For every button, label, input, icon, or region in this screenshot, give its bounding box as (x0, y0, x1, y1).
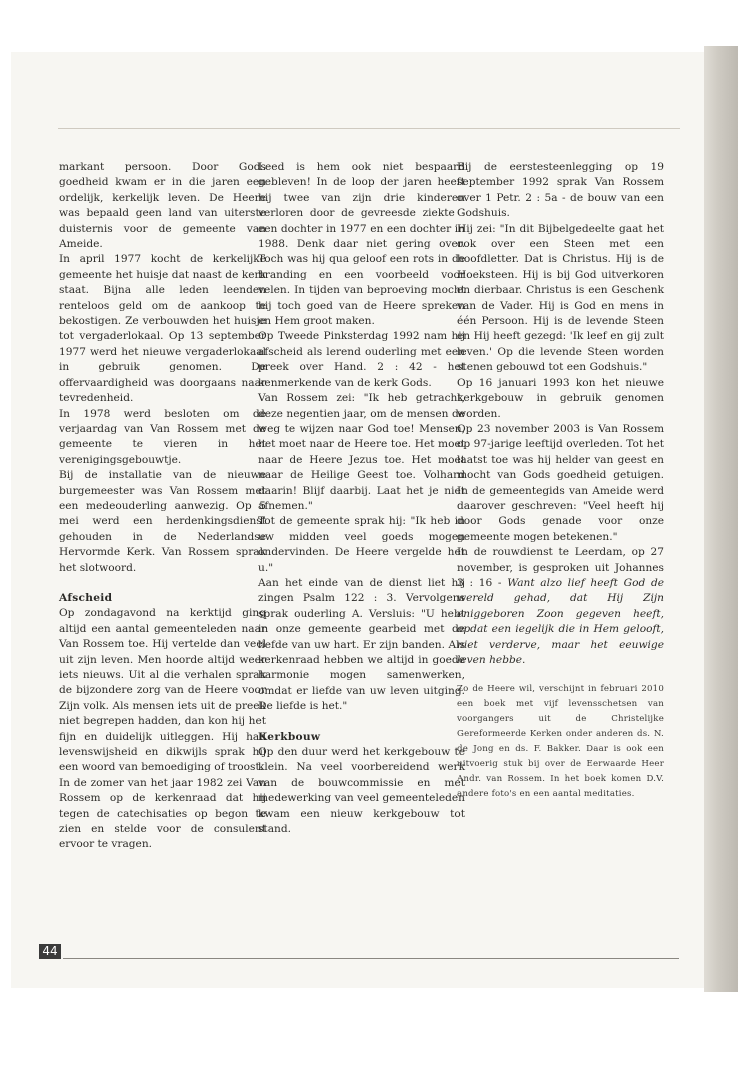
paragraph: In april 1977 kocht de kerkelijke gemeente het huisje dat naast de kerk staat. Bijna alle leden leenden renteloos geld om de aankoop te bekostigen. Ze verbouwden het huisje tot vergaderlokaal. Op 13 september 1977 werd het nieuwe vergaderlokaal in gebruik genomen. De offervaardigheid was doorgaans naar tevredenheid. (59, 253, 266, 405)
paragraph: In 1978 werd besloten om de verjaardag van Van Rossem met de gemeente te vieren in het verenigingsgebouwtje. (59, 407, 266, 466)
paragraph: Hij zei: "In dit Bijbelgedeelte gaat het ook over een Steen met een hoofdletter. Dat is Christus. Hij is de Hoeksteen. Hij is bij God uitverkoren en dierbaar. Christus is een Geschenk van de Vader. Hij is God en mens in één Persoon. Hij is de levende Steen en Hij heeft gezegd: 'Ik leef en gij zult leven.' Op die levende Steen worden stenen gebouwd tot een Godshuis." (457, 222, 664, 374)
paragraph: Op den duur werd het kerkgebouw te klein. Na veel voorbereidend werk van de bouwcommissie en met medewerking van veel gemeenteleden kwam een nieuw kerkgebouw tot stand. (258, 746, 465, 836)
page-number: 44 (39, 944, 61, 959)
paragraph-lead: In de rouwdienst te Leerdam, op 27 november, is gesproken uit Johannes 3 : 16 - (457, 546, 664, 589)
text-column-3 (457, 160, 664, 802)
paragraph: Van Rossem zei: "Ik heb getracht, deze negentien jaar, om de mensen de weg te wijzen naar God toe! Mensen, het moet naar de Heere toe. Het moet naar de Heere Jezus toe. Het moet naar de Heilige Geest toe. Volhard daarin! Blijf daarbij. Laat het je niet afnemen." (258, 392, 465, 512)
section-heading-afscheid: Afscheid (59, 591, 113, 604)
footer-rule (63, 958, 679, 959)
paragraph: Leed is hem ook niet bespaard gebleven! In de loop der jaren heeft hij twee van zijn drie kinderen verloren door de gevreesde ziekte - een dochter in 1977 en een dochter in 1988. Denk daar niet gering over. Toch was hij qua geloof een rots in de branding en een voorbeeld voor velen. In tijden van beproeving mocht hij toch goed van de Heere spreken en Hem groot maken. (258, 161, 465, 328)
paragraph: Op Tweede Pinksterdag 1992 nam hij afscheid als lerend ouderling met een preek over Hand. 2 : 42 - het kenmerkende van de kerk Gods. (258, 330, 465, 389)
paragraph: Op zondagavond na kerktijd ging altijd een aantal gemeenteleden naar Van Rossem toe. Hij vertelde dan veel uit zijn leven. Men hoorde altijd weer iets nieuws. Uit al die verhalen sprak de bijzondere zorg van de Heere voor Zijn volk. Als mensen iets uit de preek niet begrepen hadden, dan kon hij het fijn en duidelijk uitleggen. Hij had levenswijsheid en dikwijls sprak hij een woord van bemoediging of troost. (59, 607, 266, 774)
book-announcement-note: Zo de Heere wil, verschijnt in februari 2010 een boek met vijf levensschetsen van voorgangers uit de Christelijke Gereformeerde Kerken onder anderen ds. N. de Jong en ds. F. Bakker. Daar is ook een uitvoerig stuk bij over de Eerwaarde Heer Andr. van Rossem. In het boek komen D.V. andere foto's en een aantal meditaties. (457, 684, 664, 800)
paragraph: markant persoon. Door Gods goedheid kwam er in die jaren een ordelijk, kerkelijk leven. De Heere was bepaald geen land van uiterste duisternis voor de gemeente van Ameide. (59, 161, 266, 251)
paragraph (457, 545, 664, 668)
paragraph: Tot de gemeente sprak hij: "Ik heb in uw midden veel goeds mogen ondervinden. De Heere vergelde het u." (258, 515, 465, 574)
paragraph: In de zomer van het jaar 1982 zei Van Rossem op de kerkenraad dat hij tegen de catechisaties op begon te zien en stelde voor de consulent ervoor te vragen. (59, 776, 266, 851)
paragraph: Op 16 januari 1993 kon het nieuwe kerkgebouw in gebruik genomen worden. (457, 376, 664, 420)
paragraph: Op 23 november 2003 is Van Rossem op 97-jarige leeftijd overleden. Tot het laatst toe was hij helder van geest en mocht van Gods goedheid getuigen. In de gemeentegids van Ameide werd daarover geschreven: "Veel heeft hij door Gods genade voor onze gemeente mogen betekenen." (457, 422, 664, 543)
text-column-1 (59, 160, 266, 853)
paragraph: Aan het einde van de dienst liet hij zingen Psalm 122 : 3. Vervolgens sprak ouderling A. Versluis: "U hebt in onze gemeente gearbeid met de liefde van uw hart. Er zijn banden. Als kerkenraad hebben we altijd in goede harmonie mogen samenwerken, omdat er liefde van uw leven uitging. De liefde is het." (258, 576, 465, 713)
header-rule (58, 128, 680, 129)
section-heading-kerkbouw: Kerkbouw (258, 730, 321, 743)
page-binding-edge (704, 46, 738, 992)
paragraph: Bij de installatie van de nieuwe burgemeester was Van Rossem met een medeouderling aanwezig. Op 5 mei werd een herdenkingsdienst gehouden in de Nederlandse Hervormde Kerk. Van Rossem sprak het slotwoord. (59, 469, 266, 574)
paragraph: Bij de eerstesteenlegging op 19 september 1992 sprak Van Rossem over 1 Petr. 2 : 5a - de bouw van een Godshuis. (457, 161, 664, 220)
bible-quote: Want alzo lief heeft God de wereld gehad, dat Hij Zijn eniggeboren Zoon gegeven heeft, opdat een iegelijk die in Hem gelooft, niet verderve, maar het eeuwige leven hebbe. (457, 576, 665, 666)
text-column-2 (258, 160, 465, 837)
